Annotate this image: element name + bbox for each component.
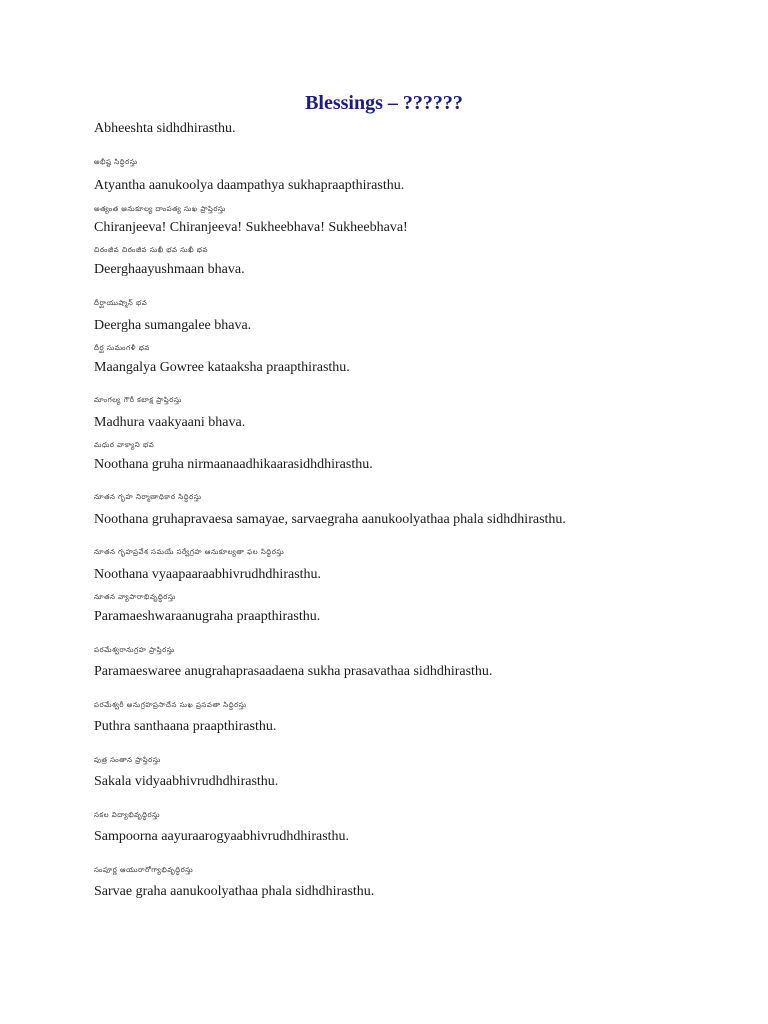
blessing-native-line: పరమేశ్వరీ అనుగ్రహప్రసాదేన సుఖ ప్రసవతా సిద్ధిరస్తు [94,701,247,709]
blessing-english-line: Maangalya Gowree kataaksha praapthirasthu. [94,360,350,375]
blessing-english-line: Sakala vidyaabhivrudhdhirasthu. [94,774,279,789]
blessing-native-line: నూతన గృహ నిర్మాణాధికార సిద్ధిరస్తు [94,493,202,501]
blessing-native-line: మాంగల్య గౌరీ కటాక్ష ప్రాప్తిరస్తు [94,396,182,404]
blessing-native-line: దీర్ఘాయుష్మాన్ భవ [94,299,148,307]
blessing-english-line: Deerghaayushmaan bhava. [94,262,245,277]
blessing-native-line: సకల విద్యాభివృద్ధిరస్తు [94,811,161,819]
blessing-native-line: అభీష్ట సిద్ధిరస్తు [94,158,138,166]
blessing-english-line: Madhura vaakyaani bhava. [94,415,246,430]
blessing-native-line: నూతన గృహప్రవేశ సమయే సర్వేగ్రహ ఆనుకూల్యతా ఫల సిద్ధిరస్తు [94,548,285,556]
blessing-native-line: అత్యంత ఆనుకూల్య దాంపత్య సుఖ ప్రాప్తిరస్తు [94,205,226,213]
blessing-native-line: పుత్ర సంతాన ప్రాప్తిరస్తు [94,756,161,764]
blessing-native-line: పరమేశ్వరానుగ్రహ ప్రాప్తిరస్తు [94,646,175,654]
blessing-native-line: సంపూర్ణ ఆయురారోగ్యాభివృద్ధిరస్తు [94,866,194,874]
blessing-english-line: Paramaeswaree anugrahaprasaadaena sukha prasavathaa sidhdhirasthu. [94,664,493,679]
blessing-english-line: Sampoorna aayuraarogyaabhivrudhdhirasthu. [94,829,350,844]
blessing-english-line: Noothana vyaapaaraabhivrudhdhirasthu. [94,567,322,582]
blessing-native-line: దీర్ఘ సుమంగళీ భవ [94,344,150,352]
blessing-native-line: చిరంజీవ చిరంజీవ సుఖీ భవ సుఖీ భవ [94,246,209,254]
blessing-english-line: Noothana gruhapravaesa samayae, sarvaegraha aanukoolyathaa phala sidhdhirasthu. [94,512,566,527]
blessing-native-line: నూతన వ్యాపారాభివృద్ధిరస్తు [94,593,176,601]
blessing-english-line: Chiranjeeva! Chiranjeeva! Sukheebhava! Sukheebhava! [94,220,408,235]
blessing-english-line: Abheeshta sidhdhirasthu. [94,121,236,136]
blessing-english-line: Puthra santhaana praapthirasthu. [94,719,277,734]
blessing-english-line: Paramaeshwaraanugraha praapthirasthu. [94,609,321,624]
blessing-english-line: Sarvae graha aanukoolyathaa phala sidhdhirasthu. [94,884,375,899]
blessing-native-line: మధుర వాక్యాని భవ [94,441,155,449]
blessing-english-line: Noothana gruha nirmaanaadhikaarasidhdhirasthu. [94,457,373,472]
blessing-english-line: Deergha sumangalee bhava. [94,318,252,333]
page-title: Blessings – ?????? [305,92,463,114]
blessing-english-line: Atyantha aanukoolya daampathya sukhapraapthirasthu. [94,178,405,193]
